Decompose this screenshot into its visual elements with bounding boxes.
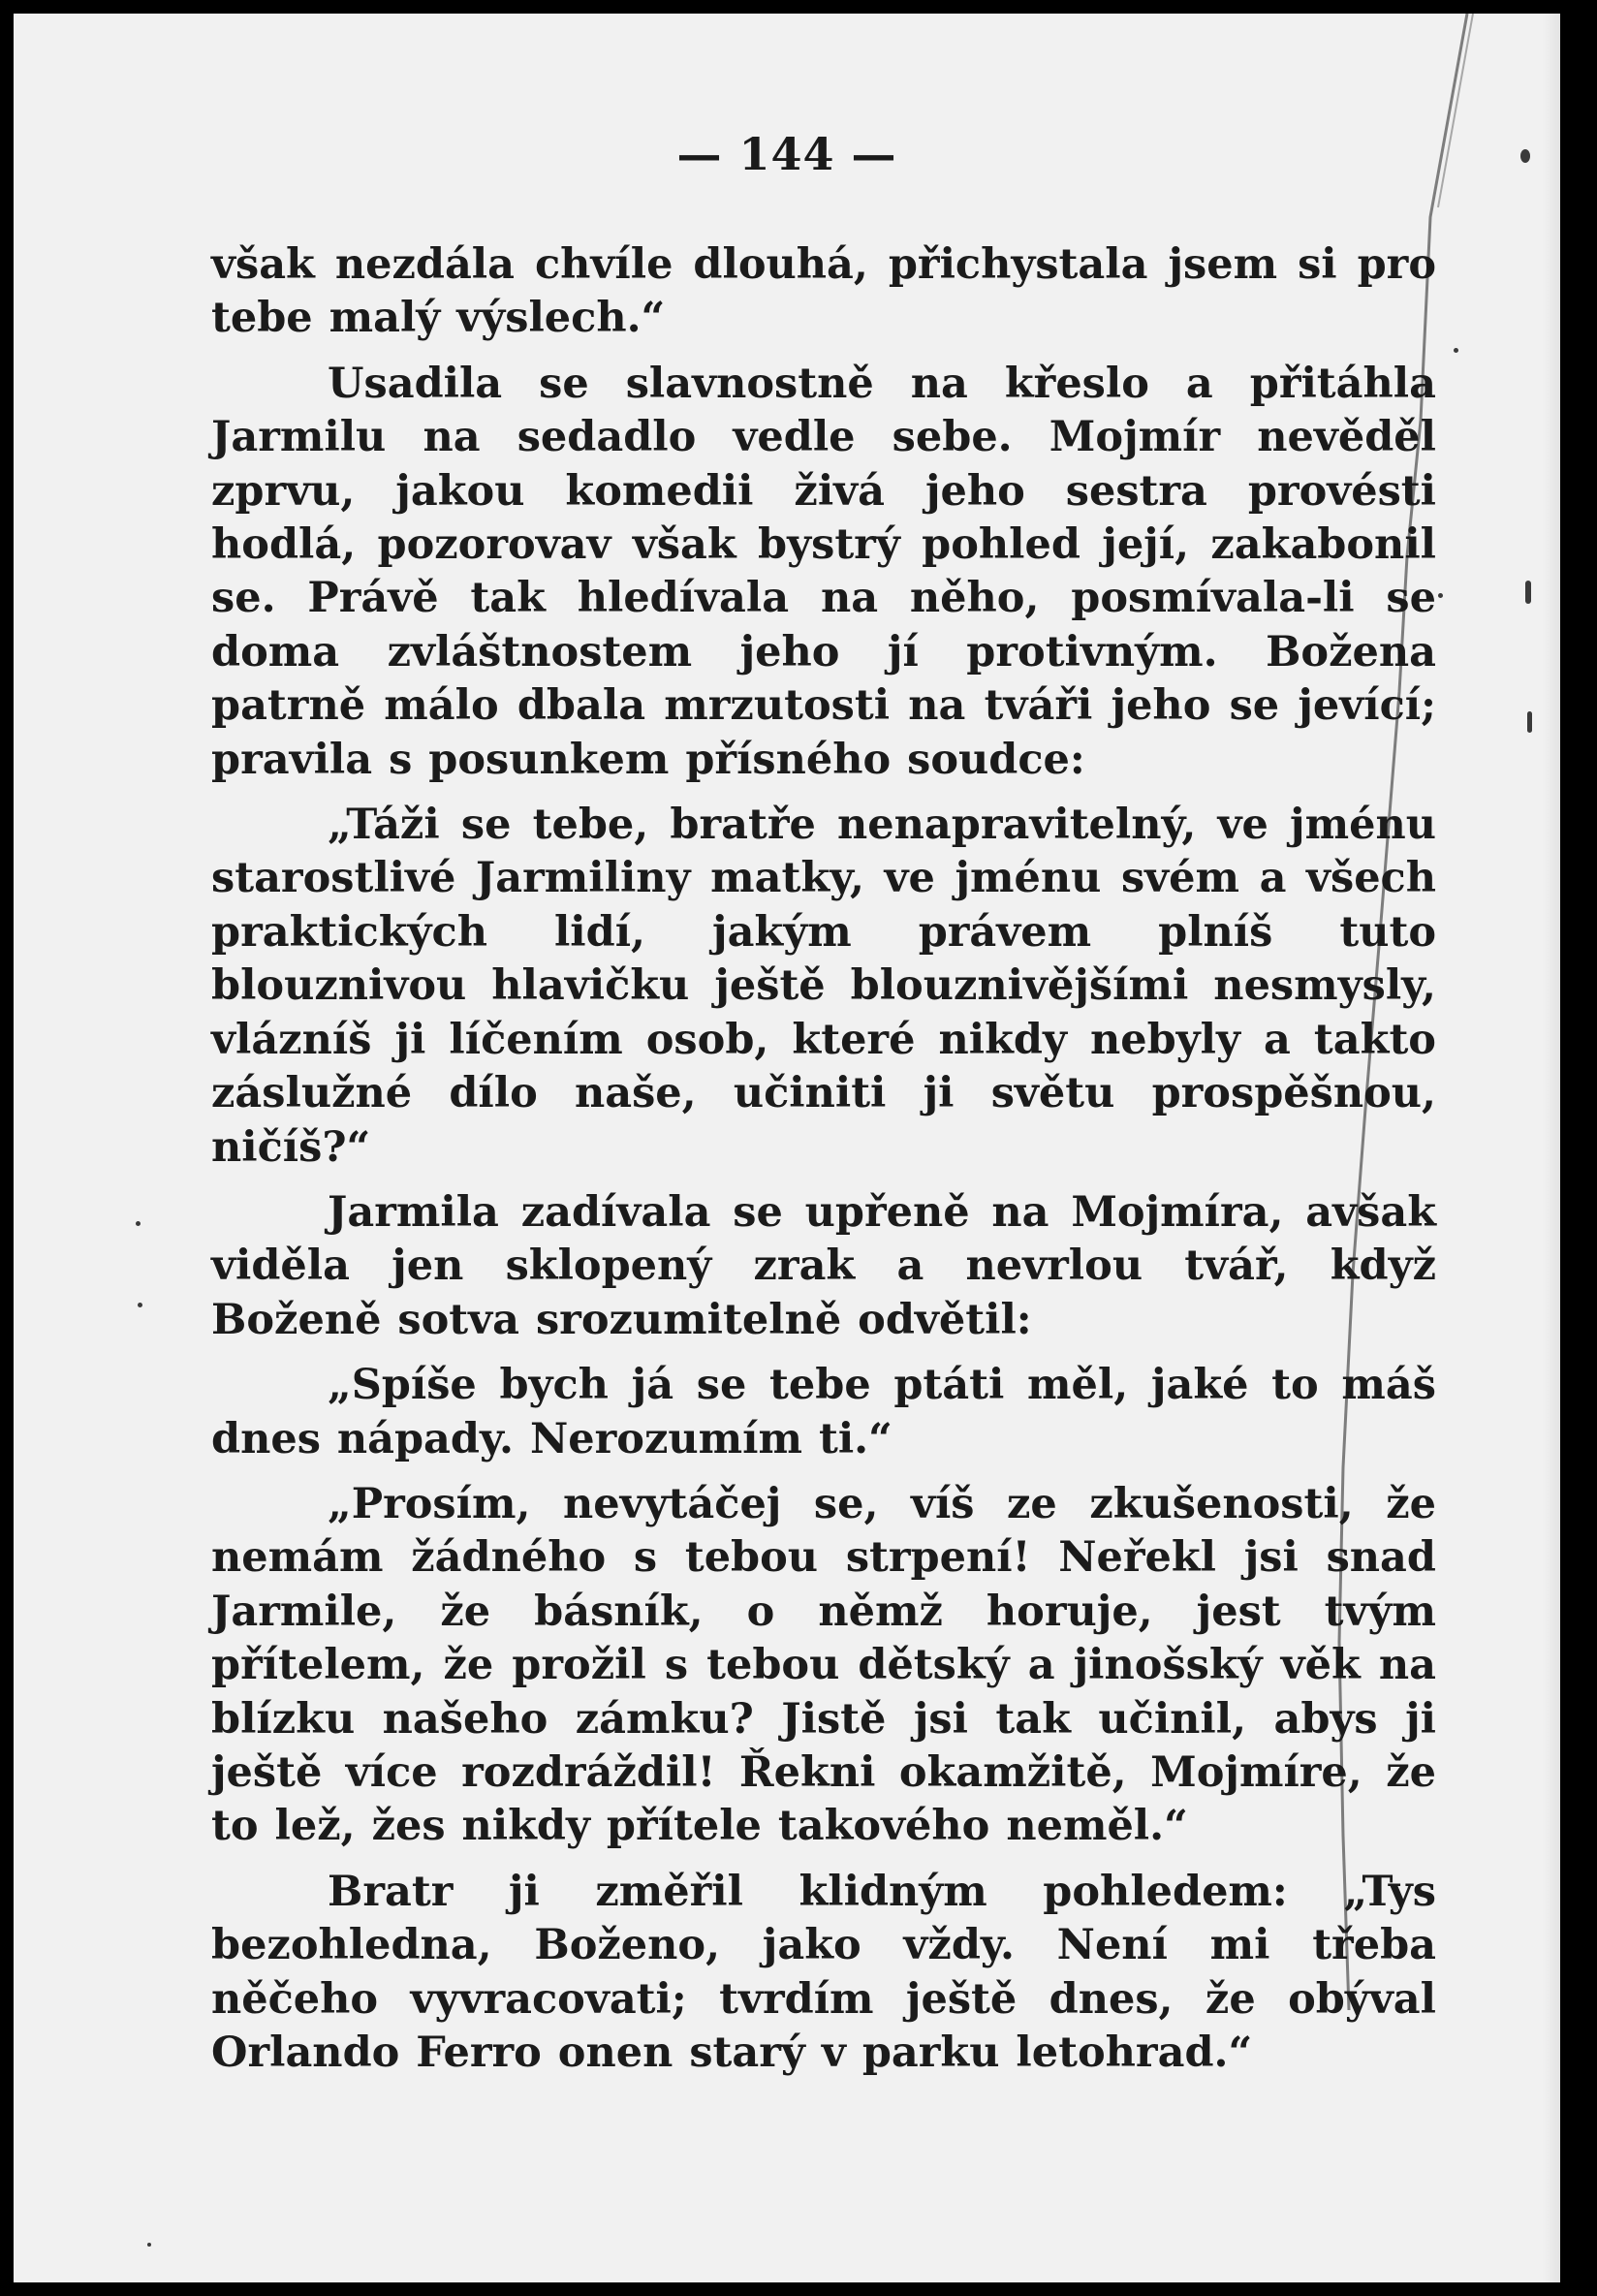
ink-speck — [138, 1303, 142, 1307]
page-edge-shadow — [1543, 14, 1560, 2282]
ink-speck — [1525, 581, 1531, 604]
paragraph: však nezdála chvíle dlouhá, přichystala jsem si pro tebe malý výslech.“ — [211, 240, 1436, 343]
paragraph: Bratr ji změřil klidným pohledem: „Tys bezohledna, Boženo, jako vždy. Není mi třeba něčeho vyvracovati; tvrdím ještě dnes, že obýval Orlando Ferro onen starý v parku letohrad.“ — [211, 1867, 1436, 2077]
ink-speck — [136, 1221, 141, 1226]
paragraph: Usadila se slavnostně na křeslo a přitáhla Jarmilu na sedadlo vedle sebe. Mojmír nevěděl zprvu, jakou komedii živá jeho sestra provésti hodlá, pozorovav však bystrý pohled její, zakabonil se. Právě tak hledívala na něho, posmívala-li se doma zvláštnostem jeho jí protivným. Božena patrně málo dbala mrzutosti na tváři jeho se jevící; pravila s posunkem přísného soudce: — [211, 359, 1436, 784]
paragraph: „Spíše bych já se tebe ptáti měl, jaké to máš dnes nápady. Nerozumím ti.“ — [211, 1361, 1436, 1463]
paragraph: „Táži se tebe, bratře nenapravitelný, ve jménu starostlivé Jarmiliny matky, ve jménu svém a všech praktických lidí, jakým právem plníš tuto blouznivou hlavičku ještě blouznivějšími nesmysly, vlázníš ji líčením osob, které nikdy nebyly a takto záslužné dílo naše, učiniti ji světu prospěšnou, ničíš?“ — [211, 801, 1436, 1172]
body-text — [211, 238, 1436, 2092]
page-number: — 144 — — [676, 128, 897, 180]
book-page — [14, 14, 1560, 2282]
ink-speck — [1527, 711, 1532, 733]
ink-speck — [147, 2243, 151, 2247]
ink-speck — [1454, 348, 1458, 353]
ink-speck — [1438, 593, 1443, 598]
paragraph: Jarmila zadívala se upřeně na Mojmíra, avšak viděla jen sklopený zrak a nevrlou tvář, když Boženě sotva srozumitelně odvětil: — [211, 1187, 1436, 1344]
paragraph: „Prosím, nevytáčej se, víš ze zkušenosti, že nemám žádného s tebou strpení! Neřekl jsi snad Jarmile, že básník, o němž horuje, jest tvým přítelem, že prožil s tebou dětský a jinošský věk na blízku našeho zámku? Jistě jsi tak učinil, abys ji ještě více rozdráždil! Řekni okamžitě, Mojmíre, že to lež, žes nikdy přítele takového neměl.“ — [211, 1479, 1436, 1851]
